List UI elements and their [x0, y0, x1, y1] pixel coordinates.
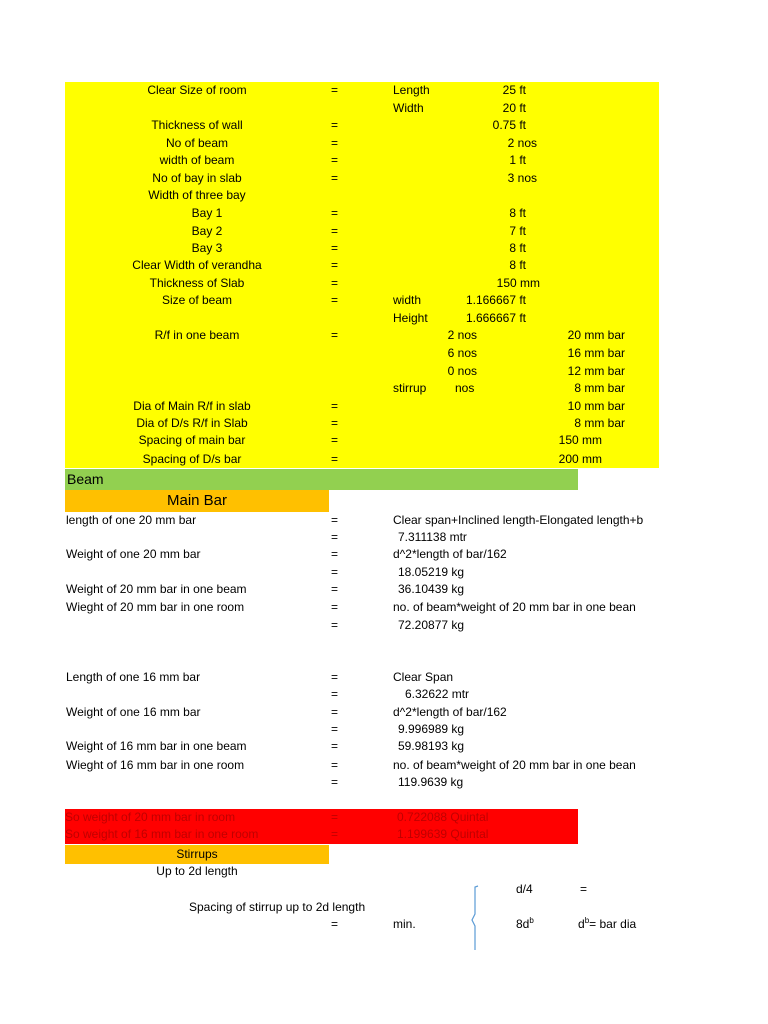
verandha-value: 8 ft [509, 258, 526, 272]
clear-size-eq: = [331, 83, 339, 97]
size-beam-label: Size of beam [161, 293, 233, 307]
no-beam-eq: = [331, 136, 339, 150]
stirrups-title: Stirrups [176, 847, 218, 861]
bar16-value: 59.98193 kg [398, 739, 465, 753]
total-label: So weight of 16 mm bar in one room [65, 827, 259, 841]
rf-count: nos [455, 381, 475, 395]
bar20-value: Clear span+Inclined length-Elongated length+b [393, 513, 644, 527]
min-eq: = [331, 917, 339, 931]
bar16-label: Wieght of 16 mm bar in one room [66, 758, 245, 772]
spacing-main-eq: = [331, 433, 339, 447]
rf-bar: 12 mm bar [567, 364, 625, 378]
bay3-value: 8 ft [509, 241, 526, 255]
wall-value: 0.75 ft [492, 118, 526, 132]
spacing-main-value: 150 mm [558, 433, 602, 447]
verandha-eq: = [331, 258, 339, 272]
bar20-value: 18.05219 kg [398, 565, 465, 579]
width-label: Width [393, 101, 424, 115]
bar20-eq: = [331, 618, 339, 632]
bay2-label: Bay 2 [191, 224, 223, 238]
bar16-eq: = [331, 670, 339, 684]
width-beam-value: 1 ft [509, 153, 526, 167]
rf-bar: 8 mm bar [574, 381, 625, 395]
bar20-eq: = [331, 582, 339, 596]
beam-header-band [65, 469, 578, 490]
ds-rf-value: 8 mm bar [574, 416, 625, 430]
bays-value: 3 nos [507, 171, 537, 185]
bar16-value: Clear Span [393, 670, 454, 684]
bar16-eq: = [331, 739, 339, 753]
bays-eq: = [331, 171, 339, 185]
spacing-ds-eq: = [331, 452, 339, 466]
bar20-value: 36.10439 kg [398, 582, 465, 596]
bar20-value: 72.20877 kg [398, 618, 465, 632]
bar16-value: d^2*length of bar/162 [393, 705, 507, 719]
total-eq: = [331, 827, 339, 841]
rf-bar: 16 mm bar [567, 346, 625, 360]
no-beam-value: 2 nos [507, 136, 537, 150]
bar20-label: Weight of 20 mm bar in one beam [66, 582, 247, 596]
bay3-label: Bay 3 [191, 241, 223, 255]
total-eq: = [331, 810, 339, 824]
rf-count: 2 nos [447, 328, 477, 342]
wall-label: Thickness of wall [151, 118, 243, 132]
bar16-value: no. of beam*weight of 20 mm bar in one bean [393, 758, 636, 772]
bar20-label: length of one 20 mm bar [66, 513, 197, 527]
main-rf-label: Dia of Main R/f in slab [133, 399, 251, 413]
bar16-value: 119.9639 kg [398, 775, 464, 789]
min-label: min. [393, 917, 416, 931]
rf-beam-label: R/f in one beam [154, 328, 240, 342]
bay1-value: 8 ft [509, 206, 526, 220]
upto-2d-label: Up to 2d length [156, 864, 238, 878]
eight-db-label: $8d^b$ [516, 916, 534, 931]
bay3-eq: = [331, 241, 339, 255]
bar20-eq: = [331, 600, 339, 614]
size-beam-eq: = [331, 293, 339, 307]
three-bay-label: Width of three bay [148, 188, 246, 202]
ds-rf-eq: = [331, 416, 339, 430]
length-label: Length [393, 83, 430, 97]
total-label: So weight of 20 mm bar in room [65, 810, 236, 824]
rf-bar: 20 mm bar [567, 328, 625, 342]
bar20-value: d^2*length of bar/162 [393, 547, 507, 561]
spacing-stirrup-label: Spacing of stirrup up to 2d length [189, 900, 366, 914]
brace-shape [464, 884, 484, 952]
bays-label: No of bay in slab [152, 171, 242, 185]
bar20-label: Wieght of 20 mm bar in one room [66, 600, 245, 614]
rf-prefix: stirrup [393, 381, 427, 395]
total-value: 1.199639 Quintal [397, 827, 489, 841]
bar20-eq: = [331, 530, 339, 544]
main-bar-title: Main Bar [166, 492, 228, 509]
main-rf-value: 10 mm bar [567, 399, 625, 413]
d4-eq: = [580, 882, 588, 896]
width-beam-eq: = [331, 153, 339, 167]
bay2-eq: = [331, 224, 339, 238]
bar20-value: no. of beam*weight of 20 mm bar in one bean [393, 600, 636, 614]
rf-count: 6 nos [447, 346, 477, 360]
spacing-main-label: Spacing of main bar [138, 433, 246, 447]
verandha-label: Clear Width of verandha [132, 258, 262, 272]
rf-beam-eq: = [331, 328, 339, 342]
beam-height-label: Height [393, 311, 428, 325]
ds-rf-label: Dia of D/s R/f in Slab [136, 416, 248, 430]
spacing-ds-label: Spacing of D/s bar [142, 452, 242, 466]
slab-eq: = [331, 276, 339, 290]
db-note: $d^b=$ bar dia [578, 916, 637, 931]
bar20-value: 7.311138 mtr [398, 530, 467, 544]
bay2-value: 7 ft [509, 224, 526, 238]
bay1-label: Bay 1 [191, 206, 223, 220]
total-value: 0.722088 Quintal [397, 810, 489, 824]
beam-height-value: 1.666667 ft [465, 311, 526, 325]
clear-size-label: Clear Size of room [147, 83, 247, 97]
width-value: 20 ft [502, 101, 526, 115]
spacing-ds-value: 200 mm [558, 452, 602, 466]
wall-eq: = [331, 118, 339, 132]
slab-value: 150 mm [496, 276, 540, 290]
bar16-eq: = [331, 775, 339, 789]
bar16-label: Weight of one 16 mm bar [66, 705, 201, 719]
bar20-eq: = [331, 565, 339, 579]
rf-count: 0 nos [447, 364, 477, 378]
bar20-label: Weight of one 20 mm bar [66, 547, 201, 561]
bar16-label: Weight of 16 mm bar in one beam [66, 739, 247, 753]
main-rf-eq: = [331, 399, 339, 413]
beam-width-label: width [393, 293, 422, 307]
bar16-eq: = [331, 705, 339, 719]
bar16-value: 9.996989 kg [398, 722, 465, 736]
no-beam-label: No of beam [165, 136, 229, 150]
bar20-eq: = [331, 547, 339, 561]
bay1-eq: = [331, 206, 339, 220]
slab-label: Thickness of Slab [149, 276, 245, 290]
bar16-eq: = [331, 758, 339, 772]
bar16-label: Length of one 16 mm bar [66, 670, 201, 684]
bar16-value: 6.32622 mtr [405, 687, 470, 701]
bar16-eq: = [331, 687, 339, 701]
d4-label: d/4 [516, 882, 533, 896]
bar20-eq: = [331, 513, 339, 527]
beam-section-title: Beam [67, 471, 104, 487]
bar16-eq: = [331, 722, 339, 736]
width-beam-label: width of beam [159, 153, 235, 167]
length-value: 25 ft [502, 83, 526, 97]
beam-width-value: 1.166667 ft [465, 293, 526, 307]
